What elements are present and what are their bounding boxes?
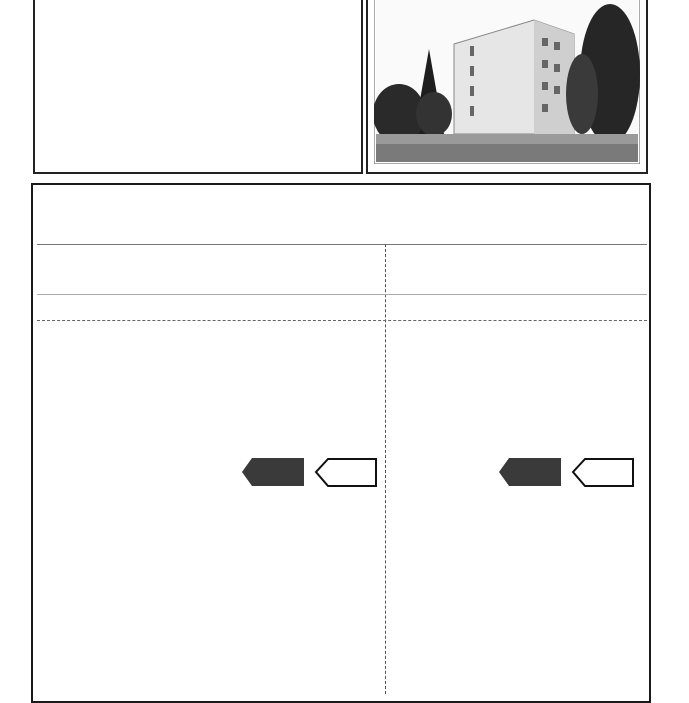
- delivered-value-marker: [242, 458, 304, 486]
- envelope-area-row: [44, 98, 48, 113]
- building-info-box: [33, 0, 363, 174]
- column-divider: [385, 244, 386, 694]
- primary-value-marker: [499, 458, 561, 486]
- primary-energy-markers: [497, 455, 639, 491]
- street-row: [44, 10, 48, 25]
- building-photo: [374, 0, 640, 164]
- energy-performance-panel: [31, 183, 651, 703]
- shape-factor-row: [44, 121, 48, 136]
- psc-row: [44, 55, 48, 70]
- header-divider: [37, 294, 647, 295]
- primary-limit-marker: [573, 459, 633, 486]
- specific-values-label: [0, 298, 689, 309]
- building-type-row: [44, 76, 48, 91]
- delivered-energy-markers: [240, 455, 382, 491]
- delivered-limit-marker: [316, 459, 376, 486]
- floor-area-row: [44, 145, 48, 160]
- units-divider: [37, 320, 647, 321]
- title-divider: [37, 244, 647, 245]
- building-photo-frame: [366, 0, 648, 174]
